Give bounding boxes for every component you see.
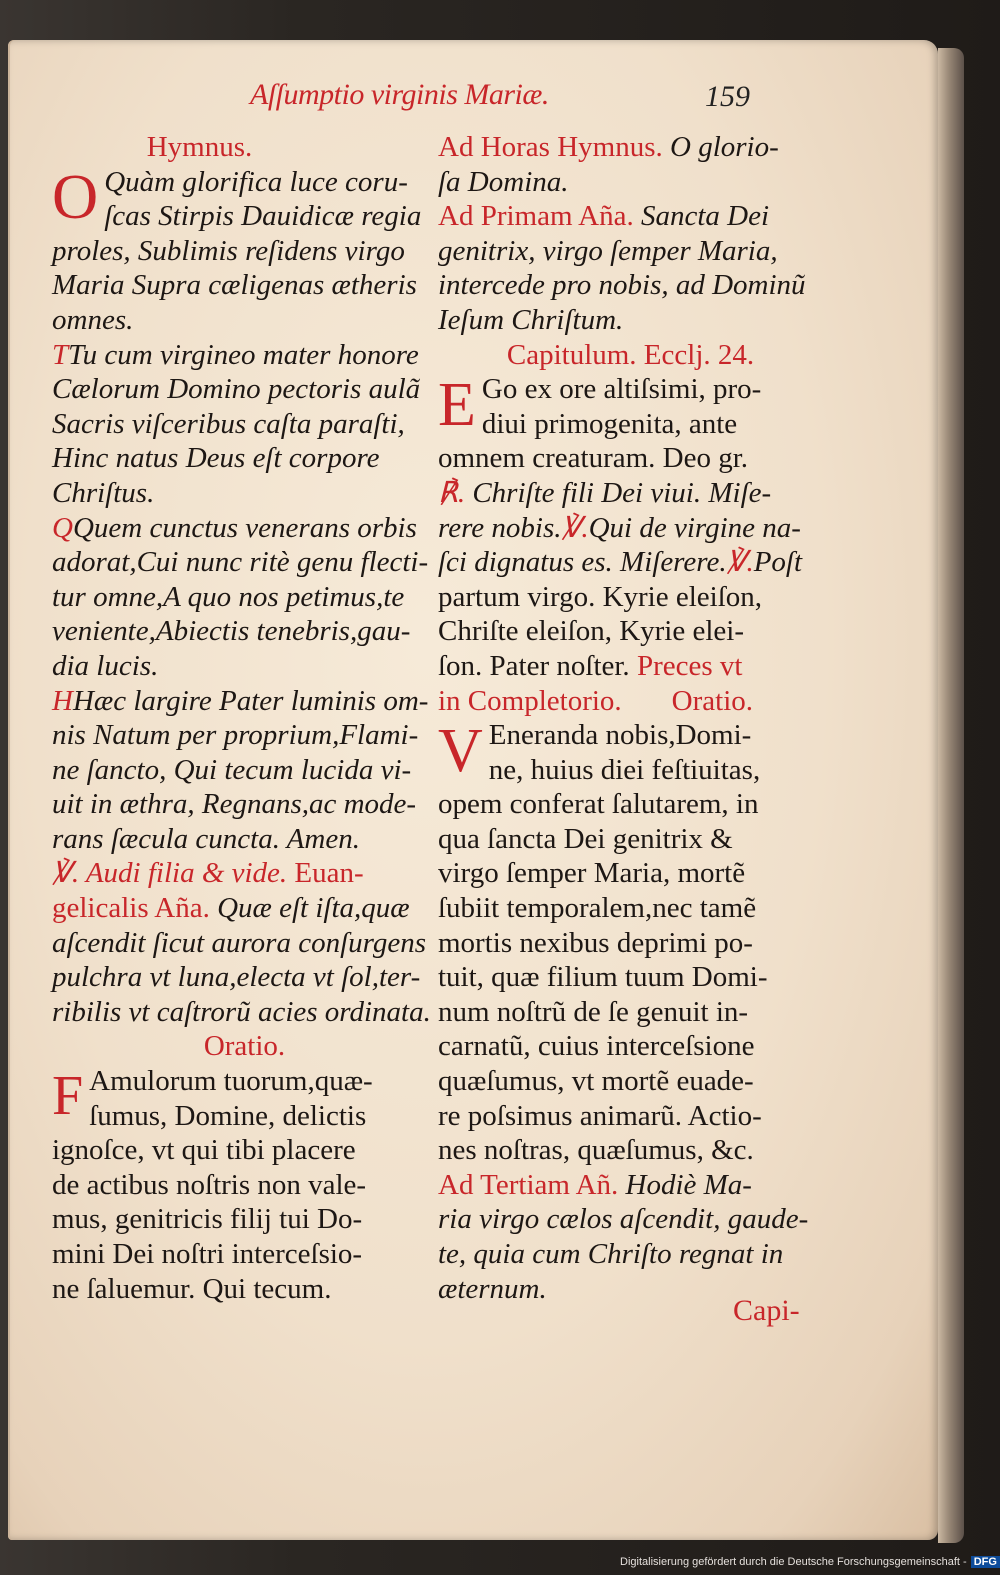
responsory-line: ſci dignatus es. Miſerere.℣.Poſt xyxy=(438,546,803,579)
oratio-line: ſubiit temporalem,nec tamẽ xyxy=(438,892,757,925)
hymn-line: Hinc natus Deus eſt corpore xyxy=(52,442,380,475)
hymn-line: Cælorum Domino pectoris aulã xyxy=(52,373,421,406)
oratio-line: virgo ſemper Maria, mortẽ xyxy=(438,857,746,890)
capitulum-line: Go ex ore altiſsimi, pro- xyxy=(481,373,762,406)
hymn-line: proles, Sublimis reſidens virgo xyxy=(52,234,405,267)
oratio-line: Eneranda nobis,Domi- xyxy=(488,719,752,752)
hymn-line: Chriſtus. xyxy=(52,476,155,509)
initial-t: T xyxy=(52,338,69,371)
running-title: Aſſumptio virginis Mariæ. xyxy=(250,78,549,111)
capitulum-line: omnem creaturam. Deo gr. xyxy=(438,442,749,475)
oratio-line: mini Dei noſtri interceſsio- xyxy=(52,1238,363,1270)
hymn-line: Sacris viſceribus caſta paraſti, xyxy=(52,407,405,440)
oratio-line: opem conferat ſalutarem, in xyxy=(438,788,759,821)
text-line: te, quia cum Chriſto regnat in xyxy=(438,1238,784,1270)
right-column xyxy=(438,130,823,1306)
folio-number: 159 xyxy=(705,80,750,113)
versicle-line: ℣. Audi filia & vide. Euan- xyxy=(52,857,364,890)
initial-q: Q xyxy=(52,511,73,544)
text-line: Ieſum Chriſtum. xyxy=(438,303,624,336)
responsory-line: ℟. Chriſte fili Dei viui. Miſe- xyxy=(438,476,772,509)
text-line: intercede pro nobis, ad Dominũ xyxy=(438,269,806,302)
oratio-line: re poſsimus animarũ. Actio- xyxy=(438,1099,762,1132)
text-line: genitrix, virgo ſemper Maria, xyxy=(438,234,778,267)
hymn-line: veniente,Abiectis tenebris,gau- xyxy=(52,615,411,648)
hymn-stanza-1 xyxy=(52,160,437,338)
hymn-line: dia lucis. xyxy=(52,649,159,682)
oratio-line: qua ſancta Dei genitrix & xyxy=(438,822,733,855)
hymn-line: TTu cum virgineo mater honore xyxy=(52,338,419,371)
initial-v: V xyxy=(438,717,483,786)
responsory-line: rere nobis.℣.Qui de virgine na- xyxy=(438,511,801,544)
credit-text: Digitalisierung gefördert durch die Deutsche Forschungsgemeinschaft - xyxy=(620,1556,967,1568)
responsory-line: in Completorio. Oratio. xyxy=(438,684,754,717)
capitulum-heading: Capitulum. Ecclj. 24. xyxy=(506,338,755,371)
oratio-line: carnatũ, cuius interceſsione xyxy=(438,1030,755,1063)
oratio-block-right xyxy=(438,718,823,1168)
dfg-logo: DFG xyxy=(971,1556,1000,1568)
tertiam-rubric-line: Ad Tertiam Añ. Hodiè Ma- xyxy=(438,1168,752,1201)
oratio-line: num noſtrũ de ſe genuit in- xyxy=(438,995,749,1028)
versicle-line: gelicalis Aña. Quæ eſt iſta,quæ xyxy=(52,892,410,925)
oratio-line: Amulorum tuorum,quæ- xyxy=(89,1065,373,1098)
antiphon-line: aſcendit ſicut aurora conſurgens xyxy=(52,926,426,959)
initial-h: H xyxy=(52,684,73,717)
hymn-line: omnes. xyxy=(52,303,134,336)
oratio-line: de actibus noſtris non vale- xyxy=(52,1168,367,1201)
hymn-line: QQuem cunctus venerans orbis xyxy=(52,511,417,544)
hymn-line: tur omne,A quo nos petimus,te xyxy=(52,580,405,613)
responsory-line: ſon. Pater noſter. Preces vt xyxy=(438,649,743,682)
antiphon-rubric-line: Ad Primam Aña. Sancta Dei xyxy=(438,200,770,233)
hymn-line: ne ſancto, Qui tecum lucida vi- xyxy=(52,753,412,786)
oratio-block xyxy=(52,1064,437,1306)
hymn-line: uit in æthra, Regnans,ac mode- xyxy=(52,788,417,821)
capitulum-block xyxy=(438,372,823,476)
hymn-rubric-line: Ad Horas Hymnus. O glorio- xyxy=(438,131,779,163)
hymn-line: Maria Supra cæligenas ætheris xyxy=(52,269,417,302)
oratio-line: quæſumus, vt mortẽ euade- xyxy=(438,1065,754,1098)
oratio-heading: Oratio. xyxy=(203,1030,286,1063)
hymn-heading: Hymnus. xyxy=(146,131,253,163)
hymn-line: Quàm glorifica luce coru- xyxy=(104,165,408,198)
hymn-line: HHæc largire Pater luminis om- xyxy=(52,684,429,717)
initial-e: E xyxy=(438,371,476,440)
text-line: ſa Domina. xyxy=(438,165,569,198)
hymn-line: adorat,Cui nunc ritè genu flecti- xyxy=(52,546,429,579)
responsory-line: partum virgo. Kyrie eleiſon, xyxy=(438,580,763,613)
oratio-line: ne, huius diei feſtiuitas, xyxy=(488,753,761,786)
hymn-line: nis Natum per proprium,Flami- xyxy=(52,719,419,752)
digitization-credit xyxy=(620,1556,1000,1568)
oratio-line: mus, genitricis filij tui Do- xyxy=(52,1203,363,1236)
antiphon-line: ribilis vt caſtrorũ acies ordinata. xyxy=(52,995,431,1028)
oratio-line: nes noſtras, quæſumus, &c. xyxy=(438,1134,754,1167)
responsory-line: Chriſte eleiſon, Kyrie elei- xyxy=(438,615,745,648)
oratio-line: ſumus, Domine, delictis xyxy=(89,1099,367,1132)
capitulum-line: diui primogenita, ante xyxy=(481,407,738,440)
initial-o: O xyxy=(52,160,99,232)
text-line: ria virgo cælos aſcendit, gaude- xyxy=(438,1203,809,1236)
oratio-line: ne ſaluemur. Qui tecum. xyxy=(52,1272,332,1305)
hymn-line: rans ſæcula cuncta. Amen. xyxy=(52,822,360,855)
oratio-line: tuit, quæ filium tuum Domi- xyxy=(438,961,768,994)
left-column xyxy=(52,130,437,1306)
page-edge xyxy=(938,48,964,1543)
hymn-line: ſcas Stirpis Dauidicæ regia xyxy=(104,200,422,233)
antiphon-line: pulchra vt luna,electa vt ſol,ter- xyxy=(52,961,421,994)
oratio-line: ignoſce, vt qui tibi placere xyxy=(52,1134,356,1167)
oratio-line: mortis nexibus deprimi po- xyxy=(438,926,753,959)
catchword: Capi- xyxy=(733,1294,800,1327)
initial-f: F xyxy=(52,1065,84,1128)
text-line: æternum. xyxy=(438,1272,547,1305)
